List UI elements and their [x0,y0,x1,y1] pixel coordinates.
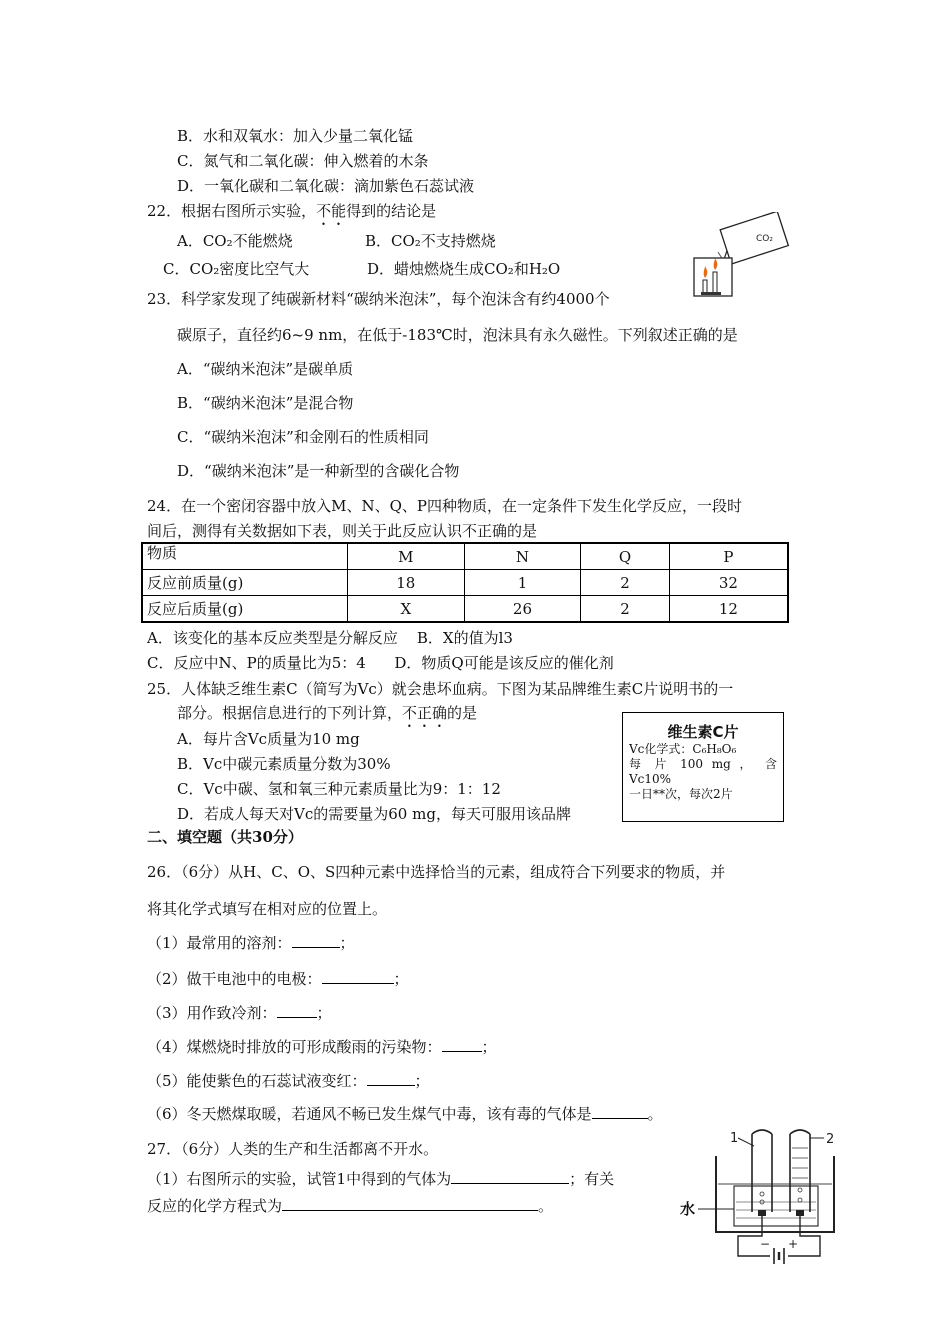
q25-stem-emphasis: 不正确 [402,704,448,722]
tube-1-label: 1 [730,1131,739,1146]
table-cell: 反应后质量(g) [142,596,348,623]
vitamin-c-label-box [622,712,784,822]
q22-option-a: A．CO₂不能燃烧 [177,232,293,250]
q22-option-c: C．CO₂密度比空气大 [163,260,310,278]
answer-blank[interactable] [277,1017,317,1018]
q21-option-b: B．水和双氧水：加入少量二氧化锰 [177,127,414,145]
q26-item-6: （6）冬天燃煤取暖，若通风不畅已发生煤气中毒，该有毒的气体是 。 [147,1105,663,1123]
table-cell: 2 [581,570,669,596]
q24-options-ab: A．该变化的基本反应类型是分解反应 B．X的值为l3 [147,629,513,647]
vitamin-c-label-title: 维生素C片 [667,723,739,741]
q22-option-b: B．CO₂不支持燃烧 [365,232,496,250]
q25-option-b: B．Vc中碳元素质量分数为30% [177,755,391,773]
q23-stem-line2: 碳原子，直径约6~9 nm，在低于-183℃时，泡沫具有永久磁性。下列叙述正确的是 [177,326,738,344]
q26-item-2: （2）做干电池中的电极： ； [147,970,409,988]
q25-stem-pre: 部分。根据信息进行的下列计算， [177,704,403,722]
q23-stem-line1: 23．科学家发现了纯碳新材料“碳纳米泡沫”，每个泡沫含有约4000个 [147,290,610,308]
electrolysis-figure [676,1124,852,1272]
table-header-cell: P [669,543,788,570]
answer-blank[interactable] [367,1085,415,1086]
table-header-cell: N [464,543,581,570]
table-header-cell: Q [581,543,669,570]
q24-options-cd: C．反应中N、P的质量比为5：4 D．物质Q可能是该反应的催化剂 [147,654,614,672]
q25-option-a: A．每片含Vc质量为10 mg [177,730,360,748]
q25-stem-line2 [177,703,477,731]
q22-stem [147,201,436,229]
table-cell: 26 [464,596,581,623]
vitamin-c-usage: 一日**次，每次2片 [629,787,733,801]
q25-stem-line1: 25．人体缺乏维生素C（简写为Vc）就会患坏血病。下图为某品牌维生素C片说明书的一 [147,680,734,698]
positive-terminal-label: + [788,1237,799,1251]
table-header-cell: M [348,543,465,570]
table-cell: 18 [348,570,465,596]
table-cell: X [348,596,465,623]
q25-option-d: D．若成人每天对Vc的需要量为60 mg，每天可服用该品牌 [177,805,571,823]
answer-blank[interactable] [322,983,394,984]
answer-blank[interactable] [282,1210,538,1211]
table-cell: 反应前质量(g) [142,570,348,596]
table-row [142,570,788,596]
q25-option-c: C．Vc中碳、氢和氧三种元素质量比为9：1：12 [177,780,501,798]
table-cell: 1 [464,570,581,596]
table-cell: 12 [669,596,788,623]
answer-blank[interactable] [451,1183,569,1184]
q26-item-5: （5）能使紫色的石蕊试液变红： ； [147,1072,430,1090]
vitamin-c-dose: 每 片 100 mg ， 含 [629,757,777,771]
q22-stem-post: 得到的结论是 [346,202,437,220]
test-tube-2 [790,1130,810,1212]
q23-option-b: B．“碳纳米泡沫”是混合物 [177,394,354,412]
answer-blank[interactable] [592,1118,648,1119]
q24-stem-line1: 24．在一个密闭容器中放入M、N、Q、P四种物质，在一定条件下发生化学反应，一段时 [147,497,742,515]
q22-stem-emphasis: 不能 [316,202,347,220]
q23-option-d: D．“碳纳米泡沫”是一种新型的含碳化合物 [177,462,460,480]
answer-blank[interactable] [442,1051,482,1052]
q22-stem-pre: 22．根据右图所示实验， [147,202,317,220]
table-row [142,596,788,623]
q26-item-1: （1）最常用的溶剂： ； [147,934,355,952]
table-header-cell: 物质 [142,543,348,570]
q26-item-4: （4）煤燃烧时排放的可形成酸雨的污染物： ； [147,1038,497,1056]
tube-2-label: 2 [826,1132,835,1147]
q26-stem-line2: 将其化学式填写在相对应的位置上。 [147,900,388,918]
q22-option-d: D．蜡烛燃烧生成CO₂和H₂O [367,260,561,278]
q27-stem: 27．（6分）人类的生产和生活都离不开水。 [147,1140,439,1158]
negative-terminal-label: − [760,1237,771,1251]
section-2-heading: 二、填空题（共30分） [147,828,303,846]
vitamin-c-formula: Vc化学式：C₆H₈O₆ [629,742,737,756]
table-cell: 32 [669,570,788,596]
water-label: 水 [680,1200,696,1218]
answer-blank[interactable] [292,947,340,948]
q21-option-c: C．氮气和二氧化碳：伸入燃着的木条 [177,152,429,170]
q21-option-d: D．一氧化碳和二氧化碳：滴加紫色石蕊试液 [177,177,475,195]
table-cell: 2 [581,596,669,623]
q25-stem-post: 的是 [447,704,478,722]
q27-part1-line1: （1）右图所示的实验，试管1中得到的气体为 ；有关 [147,1170,615,1188]
co2-label: CO₂ [756,234,773,244]
mass-data-table [141,542,789,623]
q24-stem-line2: 间后，测得有关数据如下表，则关于此反应认识不正确的是 [147,522,538,540]
co2-pouring-figure [688,212,792,300]
q26-item-3: （3）用作致冷剂： ； [147,1004,332,1022]
q26-stem-line1: 26．（6分）从H、C、O、S四种元素中选择恰当的元素，组成符合下列要求的物质，并 [147,863,726,881]
q27-part1-line2: 反应的化学方程式为 。 [147,1197,554,1215]
q23-option-c: C．“碳纳米泡沫”和金刚石的性质相同 [177,428,429,446]
table-header-row [142,543,788,570]
q23-option-a: A．“碳纳米泡沫”是碳单质 [177,360,354,378]
vitamin-c-percentage: Vc10% [629,772,672,786]
